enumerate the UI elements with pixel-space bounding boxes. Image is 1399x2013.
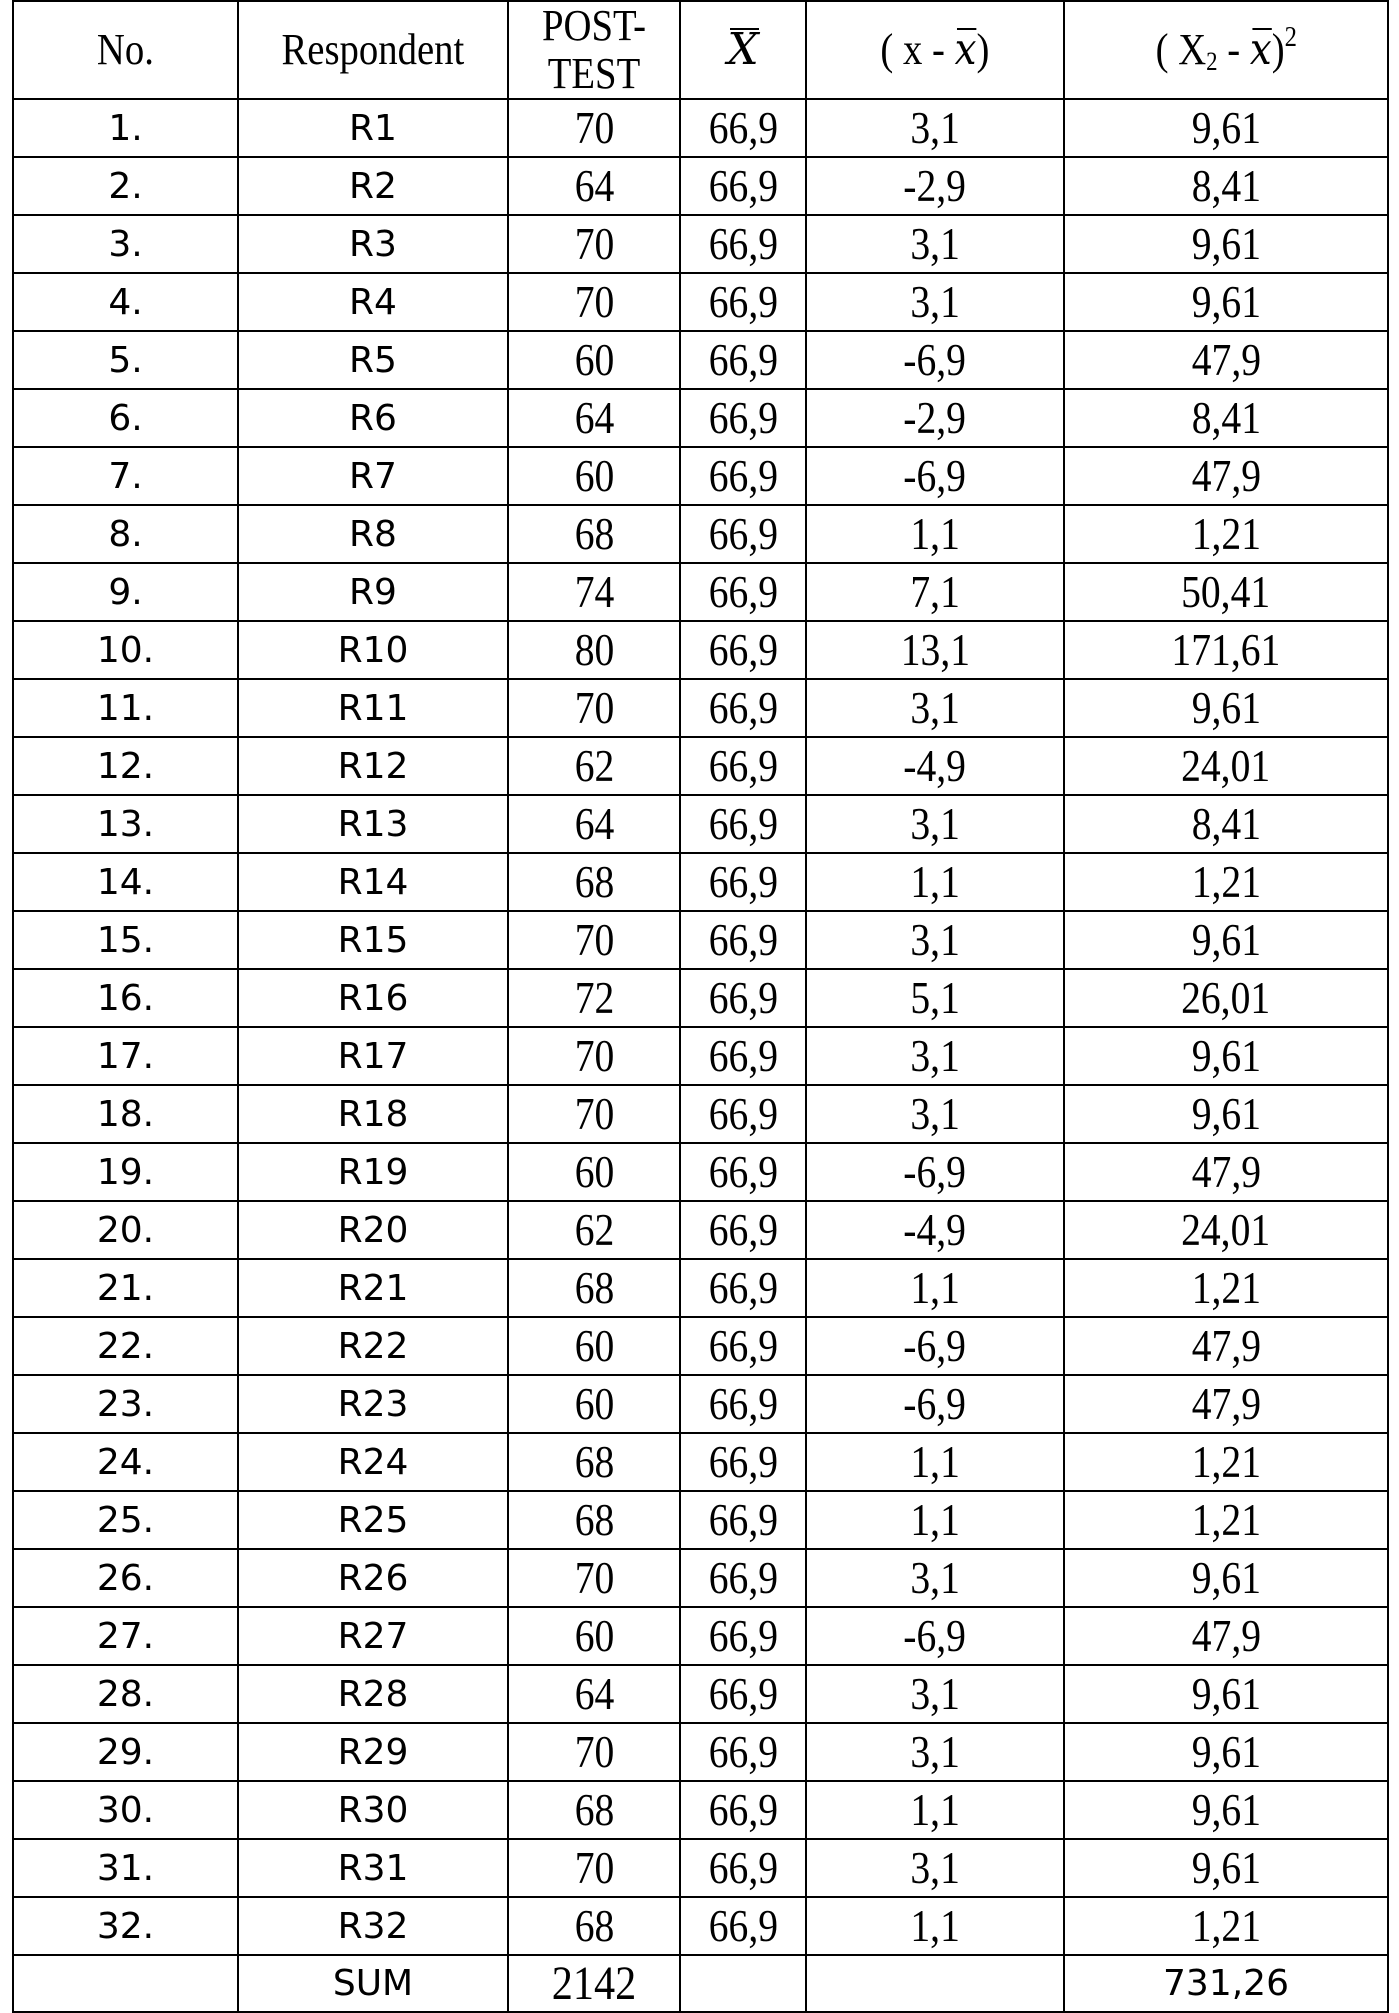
cell-posttest: 68 xyxy=(508,505,680,563)
header-posttest: POST- TEST xyxy=(508,1,680,99)
cell-mean: 66,9 xyxy=(680,1259,806,1317)
cell-mean: 66,9 xyxy=(680,1549,806,1607)
cell-respondent: R30 xyxy=(238,1781,508,1839)
header-deviation: ( x - x) xyxy=(806,1,1064,99)
cell-mean: 66,9 xyxy=(680,505,806,563)
table-body xyxy=(13,99,1388,1955)
cell-posttest: 60 xyxy=(508,1317,680,1375)
cell-squared-deviation: 9,61 xyxy=(1064,99,1388,157)
cell-squared-deviation: 1,21 xyxy=(1064,1897,1388,1955)
cell-mean: 66,9 xyxy=(680,1317,806,1375)
cell-respondent: R27 xyxy=(238,1607,508,1665)
cell-posttest: 64 xyxy=(508,795,680,853)
cell-mean: 66,9 xyxy=(680,795,806,853)
table-row xyxy=(13,273,1388,331)
cell-no: 19. xyxy=(13,1143,238,1201)
cell-no: 10. xyxy=(13,621,238,679)
header-row xyxy=(13,1,1388,99)
cell-mean: 66,9 xyxy=(680,621,806,679)
cell-deviation: 5,1 xyxy=(806,969,1064,1027)
table-row xyxy=(13,621,1388,679)
cell-respondent: R8 xyxy=(238,505,508,563)
sum-row-no xyxy=(13,1955,238,2012)
cell-mean: 66,9 xyxy=(680,737,806,795)
cell-posttest: 74 xyxy=(508,563,680,621)
cell-respondent: R16 xyxy=(238,969,508,1027)
cell-squared-deviation: 9,61 xyxy=(1064,1839,1388,1897)
cell-squared-deviation: 8,41 xyxy=(1064,157,1388,215)
cell-squared-deviation: 9,61 xyxy=(1064,1085,1388,1143)
cell-no: 3. xyxy=(13,215,238,273)
cell-deviation: 1,1 xyxy=(806,1897,1064,1955)
cell-no: 4. xyxy=(13,273,238,331)
cell-deviation: 1,1 xyxy=(806,1433,1064,1491)
table-row xyxy=(13,447,1388,505)
cell-no: 20. xyxy=(13,1201,238,1259)
cell-deviation: 3,1 xyxy=(806,1723,1064,1781)
cell-deviation: 3,1 xyxy=(806,99,1064,157)
cell-posttest: 60 xyxy=(508,447,680,505)
cell-posttest: 68 xyxy=(508,1433,680,1491)
cell-posttest: 70 xyxy=(508,1027,680,1085)
cell-deviation: 3,1 xyxy=(806,1839,1064,1897)
cell-mean: 66,9 xyxy=(680,1375,806,1433)
cell-posttest: 68 xyxy=(508,1491,680,1549)
cell-posttest: 64 xyxy=(508,157,680,215)
cell-deviation: -6,9 xyxy=(806,1143,1064,1201)
cell-squared-deviation: 9,61 xyxy=(1064,1549,1388,1607)
cell-no: 21. xyxy=(13,1259,238,1317)
cell-deviation: 3,1 xyxy=(806,273,1064,331)
cell-respondent: R13 xyxy=(238,795,508,853)
table-row xyxy=(13,1491,1388,1549)
cell-respondent: R6 xyxy=(238,389,508,447)
cell-no: 16. xyxy=(13,969,238,1027)
cell-respondent: R26 xyxy=(238,1549,508,1607)
cell-mean: 66,9 xyxy=(680,853,806,911)
cell-no: 1. xyxy=(13,99,238,157)
cell-squared-deviation: 1,21 xyxy=(1064,505,1388,563)
cell-posttest: 68 xyxy=(508,853,680,911)
cell-squared-deviation: 9,61 xyxy=(1064,911,1388,969)
posttest-statistics-table xyxy=(12,0,1389,2013)
table-row xyxy=(13,1317,1388,1375)
cell-no: 17. xyxy=(13,1027,238,1085)
table-row xyxy=(13,911,1388,969)
cell-mean: 66,9 xyxy=(680,447,806,505)
xbar-symbol: x xyxy=(954,24,977,75)
cell-no: 23. xyxy=(13,1375,238,1433)
cell-squared-deviation: 24,01 xyxy=(1064,1201,1388,1259)
table-row xyxy=(13,853,1388,911)
header-respondent: Respondent xyxy=(238,1,508,99)
cell-no: 18. xyxy=(13,1085,238,1143)
cell-deviation: -2,9 xyxy=(806,389,1064,447)
cell-respondent: R5 xyxy=(238,331,508,389)
cell-respondent: R28 xyxy=(238,1665,508,1723)
cell-mean: 66,9 xyxy=(680,1723,806,1781)
cell-deviation: -6,9 xyxy=(806,1607,1064,1665)
cell-squared-deviation: 26,01 xyxy=(1064,969,1388,1027)
cell-mean: 66,9 xyxy=(680,1085,806,1143)
cell-mean: 66,9 xyxy=(680,1781,806,1839)
cell-mean: 66,9 xyxy=(680,1665,806,1723)
table-row xyxy=(13,1085,1388,1143)
cell-respondent: R32 xyxy=(238,1897,508,1955)
cell-squared-deviation: 47,9 xyxy=(1064,331,1388,389)
cell-deviation: -4,9 xyxy=(806,1201,1064,1259)
mean-symbol: X xyxy=(727,24,759,75)
cell-posttest: 70 xyxy=(508,99,680,157)
cell-deviation: -2,9 xyxy=(806,157,1064,215)
cell-deviation: 3,1 xyxy=(806,1027,1064,1085)
cell-mean: 66,9 xyxy=(680,911,806,969)
cell-respondent: R11 xyxy=(238,679,508,737)
cell-mean: 66,9 xyxy=(680,1027,806,1085)
cell-squared-deviation: 47,9 xyxy=(1064,1143,1388,1201)
cell-no: 6. xyxy=(13,389,238,447)
table-row xyxy=(13,1259,1388,1317)
cell-squared-deviation: 9,61 xyxy=(1064,1781,1388,1839)
cell-squared-deviation: 47,9 xyxy=(1064,447,1388,505)
cell-deviation: -6,9 xyxy=(806,331,1064,389)
cell-posttest: 70 xyxy=(508,1085,680,1143)
cell-squared-deviation: 1,21 xyxy=(1064,1433,1388,1491)
table-row xyxy=(13,1781,1388,1839)
table-row xyxy=(13,1839,1388,1897)
cell-no: 27. xyxy=(13,1607,238,1665)
cell-no: 7. xyxy=(13,447,238,505)
cell-squared-deviation: 47,9 xyxy=(1064,1317,1388,1375)
cell-mean: 66,9 xyxy=(680,99,806,157)
cell-deviation: -4,9 xyxy=(806,737,1064,795)
cell-mean: 66,9 xyxy=(680,1143,806,1201)
table-row xyxy=(13,1897,1388,1955)
table-row xyxy=(13,1607,1388,1665)
cell-deviation: 3,1 xyxy=(806,1665,1064,1723)
cell-respondent: R25 xyxy=(238,1491,508,1549)
cell-respondent: R29 xyxy=(238,1723,508,1781)
cell-deviation: -6,9 xyxy=(806,447,1064,505)
cell-respondent: R22 xyxy=(238,1317,508,1375)
cell-deviation: 1,1 xyxy=(806,1781,1064,1839)
table-row xyxy=(13,157,1388,215)
cell-squared-deviation: 9,61 xyxy=(1064,1723,1388,1781)
sum-squared-total: 731,26 xyxy=(1064,1955,1388,2012)
cell-posttest: 70 xyxy=(508,679,680,737)
table-row xyxy=(13,99,1388,157)
cell-deviation: 13,1 xyxy=(806,621,1064,679)
cell-squared-deviation: 1,21 xyxy=(1064,1259,1388,1317)
cell-mean: 66,9 xyxy=(680,679,806,737)
cell-no: 12. xyxy=(13,737,238,795)
cell-squared-deviation: 8,41 xyxy=(1064,389,1388,447)
cell-mean: 66,9 xyxy=(680,273,806,331)
header-mean xyxy=(680,1,806,99)
cell-no: 26. xyxy=(13,1549,238,1607)
table-row xyxy=(13,505,1388,563)
cell-squared-deviation: 24,01 xyxy=(1064,737,1388,795)
cell-squared-deviation: 50,41 xyxy=(1064,563,1388,621)
table-row xyxy=(13,1143,1388,1201)
cell-posttest: 60 xyxy=(508,1375,680,1433)
cell-mean: 66,9 xyxy=(680,389,806,447)
cell-squared-deviation: 47,9 xyxy=(1064,1375,1388,1433)
cell-squared-deviation: 9,61 xyxy=(1064,1027,1388,1085)
cell-posttest: 70 xyxy=(508,1723,680,1781)
cell-respondent: R20 xyxy=(238,1201,508,1259)
table-row xyxy=(13,1201,1388,1259)
cell-deviation: 1,1 xyxy=(806,1259,1064,1317)
table-row xyxy=(13,969,1388,1027)
sum-deviation-empty xyxy=(806,1955,1064,2012)
table-row xyxy=(13,1723,1388,1781)
sum-mean-empty xyxy=(680,1955,806,2012)
cell-squared-deviation: 47,9 xyxy=(1064,1607,1388,1665)
cell-posttest: 70 xyxy=(508,1839,680,1897)
cell-posttest: 80 xyxy=(508,621,680,679)
sum-posttest-total: 2142 xyxy=(508,1955,680,2012)
cell-respondent: R24 xyxy=(238,1433,508,1491)
cell-respondent: R17 xyxy=(238,1027,508,1085)
cell-mean: 66,9 xyxy=(680,215,806,273)
cell-no: 9. xyxy=(13,563,238,621)
cell-respondent: R10 xyxy=(238,621,508,679)
cell-posttest: 70 xyxy=(508,1549,680,1607)
cell-posttest: 62 xyxy=(508,1201,680,1259)
cell-no: 30. xyxy=(13,1781,238,1839)
cell-respondent: R1 xyxy=(238,99,508,157)
cell-squared-deviation: 9,61 xyxy=(1064,679,1388,737)
cell-deviation: 7,1 xyxy=(806,563,1064,621)
table-row xyxy=(13,1433,1388,1491)
cell-posttest: 60 xyxy=(508,1143,680,1201)
table-row xyxy=(13,563,1388,621)
cell-squared-deviation: 9,61 xyxy=(1064,1665,1388,1723)
table-row xyxy=(13,1665,1388,1723)
cell-posttest: 72 xyxy=(508,969,680,1027)
cell-respondent: R7 xyxy=(238,447,508,505)
cell-deviation: 3,1 xyxy=(806,911,1064,969)
cell-posttest: 68 xyxy=(508,1259,680,1317)
cell-deviation: 1,1 xyxy=(806,1491,1064,1549)
table-row xyxy=(13,215,1388,273)
cell-deviation: 3,1 xyxy=(806,795,1064,853)
header-no: No. xyxy=(13,1,238,99)
cell-no: 2. xyxy=(13,157,238,215)
table-row xyxy=(13,331,1388,389)
cell-posttest: 70 xyxy=(508,273,680,331)
cell-mean: 66,9 xyxy=(680,1897,806,1955)
cell-respondent: R19 xyxy=(238,1143,508,1201)
table-row xyxy=(13,389,1388,447)
cell-posttest: 64 xyxy=(508,1665,680,1723)
cell-deviation: 3,1 xyxy=(806,679,1064,737)
cell-mean: 66,9 xyxy=(680,969,806,1027)
cell-deviation: 1,1 xyxy=(806,853,1064,911)
cell-deviation: 3,1 xyxy=(806,1549,1064,1607)
cell-posttest: 62 xyxy=(508,737,680,795)
cell-squared-deviation: 1,21 xyxy=(1064,1491,1388,1549)
cell-no: 24. xyxy=(13,1433,238,1491)
cell-no: 25. xyxy=(13,1491,238,1549)
cell-posttest: 60 xyxy=(508,1607,680,1665)
cell-respondent: R4 xyxy=(238,273,508,331)
cell-mean: 66,9 xyxy=(680,1491,806,1549)
sum-label: SUM xyxy=(238,1955,508,2012)
cell-respondent: R14 xyxy=(238,853,508,911)
cell-mean: 66,9 xyxy=(680,1607,806,1665)
cell-posttest: 68 xyxy=(508,1781,680,1839)
cell-respondent: R9 xyxy=(238,563,508,621)
cell-respondent: R18 xyxy=(238,1085,508,1143)
cell-no: 15. xyxy=(13,911,238,969)
cell-deviation: -6,9 xyxy=(806,1317,1064,1375)
cell-mean: 66,9 xyxy=(680,331,806,389)
cell-mean: 66,9 xyxy=(680,1201,806,1259)
header-squared-deviation: ( $X_2 - x)^2$ xyxy=(1064,1,1388,99)
cell-no: 29. xyxy=(13,1723,238,1781)
cell-respondent: R31 xyxy=(238,1839,508,1897)
table-row xyxy=(13,1375,1388,1433)
cell-posttest: 60 xyxy=(508,331,680,389)
cell-no: 13. xyxy=(13,795,238,853)
cell-posttest: 70 xyxy=(508,215,680,273)
cell-respondent: R12 xyxy=(238,737,508,795)
table-row xyxy=(13,679,1388,737)
cell-no: 14. xyxy=(13,853,238,911)
cell-respondent: R23 xyxy=(238,1375,508,1433)
cell-no: 8. xyxy=(13,505,238,563)
cell-no: 22. xyxy=(13,1317,238,1375)
cell-deviation: 3,1 xyxy=(806,1085,1064,1143)
cell-no: 28. xyxy=(13,1665,238,1723)
cell-respondent: R15 xyxy=(238,911,508,969)
cell-deviation: 1,1 xyxy=(806,505,1064,563)
table-row xyxy=(13,737,1388,795)
cell-respondent: R21 xyxy=(238,1259,508,1317)
cell-squared-deviation: 8,41 xyxy=(1064,795,1388,853)
cell-squared-deviation: 171,61 xyxy=(1064,621,1388,679)
xbar-symbol: x xyxy=(1249,24,1272,75)
cell-posttest: 70 xyxy=(508,911,680,969)
cell-squared-deviation: 1,21 xyxy=(1064,853,1388,911)
cell-mean: 66,9 xyxy=(680,1839,806,1897)
cell-respondent: R2 xyxy=(238,157,508,215)
cell-mean: 66,9 xyxy=(680,563,806,621)
cell-mean: 66,9 xyxy=(680,1433,806,1491)
cell-squared-deviation: 9,61 xyxy=(1064,273,1388,331)
cell-mean: 66,9 xyxy=(680,157,806,215)
sum-row xyxy=(13,1955,1388,2012)
table-row xyxy=(13,1027,1388,1085)
cell-no: 31. xyxy=(13,1839,238,1897)
cell-deviation: -6,9 xyxy=(806,1375,1064,1433)
cell-no: 32. xyxy=(13,1897,238,1955)
cell-posttest: 64 xyxy=(508,389,680,447)
table-row xyxy=(13,795,1388,853)
cell-no: 5. xyxy=(13,331,238,389)
table-row xyxy=(13,1549,1388,1607)
cell-deviation: 3,1 xyxy=(806,215,1064,273)
cell-respondent: R3 xyxy=(238,215,508,273)
cell-no: 11. xyxy=(13,679,238,737)
cell-squared-deviation: 9,61 xyxy=(1064,215,1388,273)
cell-posttest: 68 xyxy=(508,1897,680,1955)
